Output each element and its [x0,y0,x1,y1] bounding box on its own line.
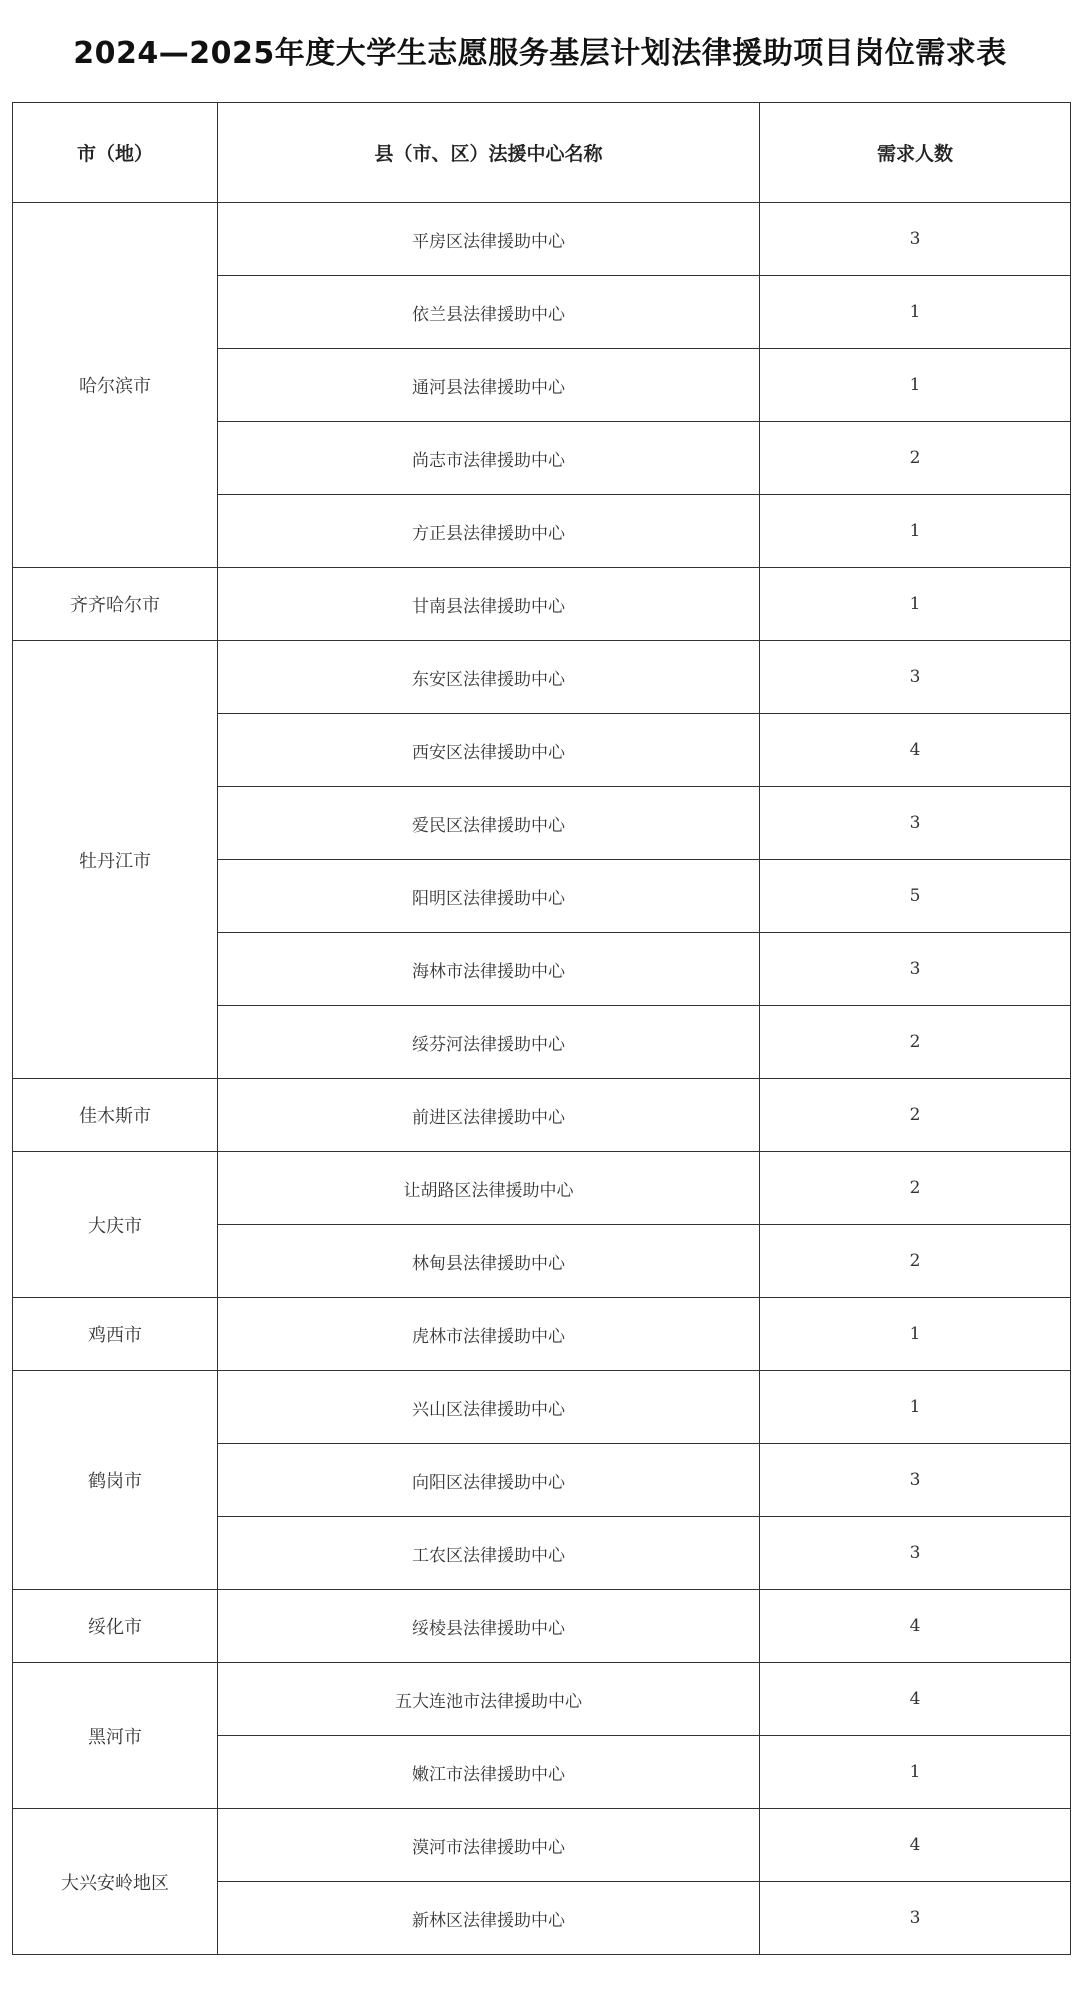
city-cell: 大庆市 [13,1152,218,1298]
table-row [13,641,1071,714]
center-name-cell: 绥芬河法律援助中心 [218,1006,760,1079]
demand-count-cell: 4 [760,1590,1071,1663]
demand-count-cell: 3 [760,1882,1071,1955]
center-name-cell: 虎林市法律援助中心 [218,1298,760,1371]
demand-count-cell: 3 [760,203,1071,276]
center-name-cell: 海林市法律援助中心 [218,933,760,1006]
demand-count-cell: 1 [760,276,1071,349]
center-name-cell: 新林区法律援助中心 [218,1882,760,1955]
center-name-cell: 五大连池市法律援助中心 [218,1663,760,1736]
demand-count-cell: 1 [760,1298,1071,1371]
demand-table [12,102,1071,1955]
header-center: 县（市、区）法援中心名称 [218,103,760,203]
header-count: 需求人数 [760,103,1071,203]
table-row [13,1663,1071,1736]
demand-count-cell: 2 [760,1006,1071,1079]
center-name-cell: 方正县法律援助中心 [218,495,760,568]
table-row [13,568,1071,641]
center-name-cell: 林甸县法律援助中心 [218,1225,760,1298]
demand-count-cell: 2 [760,1225,1071,1298]
center-name-cell: 嫩江市法律援助中心 [218,1736,760,1809]
demand-count-cell: 4 [760,1663,1071,1736]
center-name-cell: 东安区法律援助中心 [218,641,760,714]
center-name-cell: 平房区法律援助中心 [218,203,760,276]
demand-count-cell: 4 [760,1809,1071,1882]
demand-count-cell: 3 [760,933,1071,1006]
city-cell: 绥化市 [13,1590,218,1663]
center-name-cell: 让胡路区法律援助中心 [218,1152,760,1225]
demand-count-cell: 3 [760,1517,1071,1590]
center-name-cell: 前进区法律援助中心 [218,1079,760,1152]
city-cell: 齐齐哈尔市 [13,568,218,641]
center-name-cell: 绥棱县法律援助中心 [218,1590,760,1663]
header-row [13,103,1071,203]
city-cell: 佳木斯市 [13,1079,218,1152]
demand-count-cell: 3 [760,1444,1071,1517]
table-row [13,1298,1071,1371]
center-name-cell: 漠河市法律援助中心 [218,1809,760,1882]
center-name-cell: 通河县法律援助中心 [218,349,760,422]
demand-count-cell: 4 [760,714,1071,787]
table-row [13,1590,1071,1663]
demand-count-cell: 1 [760,1736,1071,1809]
center-name-cell: 爱民区法律援助中心 [218,787,760,860]
demand-count-cell: 1 [760,349,1071,422]
city-cell: 大兴安岭地区 [13,1809,218,1955]
table-row [13,203,1071,276]
city-cell: 牡丹江市 [13,641,218,1079]
center-name-cell: 尚志市法律援助中心 [218,422,760,495]
demand-count-cell: 2 [760,1079,1071,1152]
center-name-cell: 兴山区法律援助中心 [218,1371,760,1444]
table-row [13,1152,1071,1225]
city-cell: 鹤岗市 [13,1371,218,1590]
center-name-cell: 依兰县法律援助中心 [218,276,760,349]
demand-count-cell: 1 [760,568,1071,641]
demand-count-cell: 1 [760,1371,1071,1444]
table-row [13,1079,1071,1152]
center-name-cell: 西安区法律援助中心 [218,714,760,787]
demand-count-cell: 2 [760,422,1071,495]
city-cell: 黑河市 [13,1663,218,1809]
demand-count-cell: 2 [760,1152,1071,1225]
demand-count-cell: 1 [760,495,1071,568]
demand-count-cell: 3 [760,641,1071,714]
center-name-cell: 向阳区法律援助中心 [218,1444,760,1517]
city-cell: 哈尔滨市 [13,203,218,568]
demand-count-cell: 3 [760,787,1071,860]
table-row [13,1809,1071,1882]
table-row [13,1371,1071,1444]
center-name-cell: 工农区法律援助中心 [218,1517,760,1590]
center-name-cell: 甘南县法律援助中心 [218,568,760,641]
table-body [13,203,1071,1955]
document-title: 2024—2025年度大学生志愿服务基层计划法律援助项目岗位需求表 [73,36,1007,71]
city-cell: 鸡西市 [13,1298,218,1371]
demand-count-cell: 5 [760,860,1071,933]
header-city: 市（地） [13,103,218,203]
center-name-cell: 阳明区法律援助中心 [218,860,760,933]
